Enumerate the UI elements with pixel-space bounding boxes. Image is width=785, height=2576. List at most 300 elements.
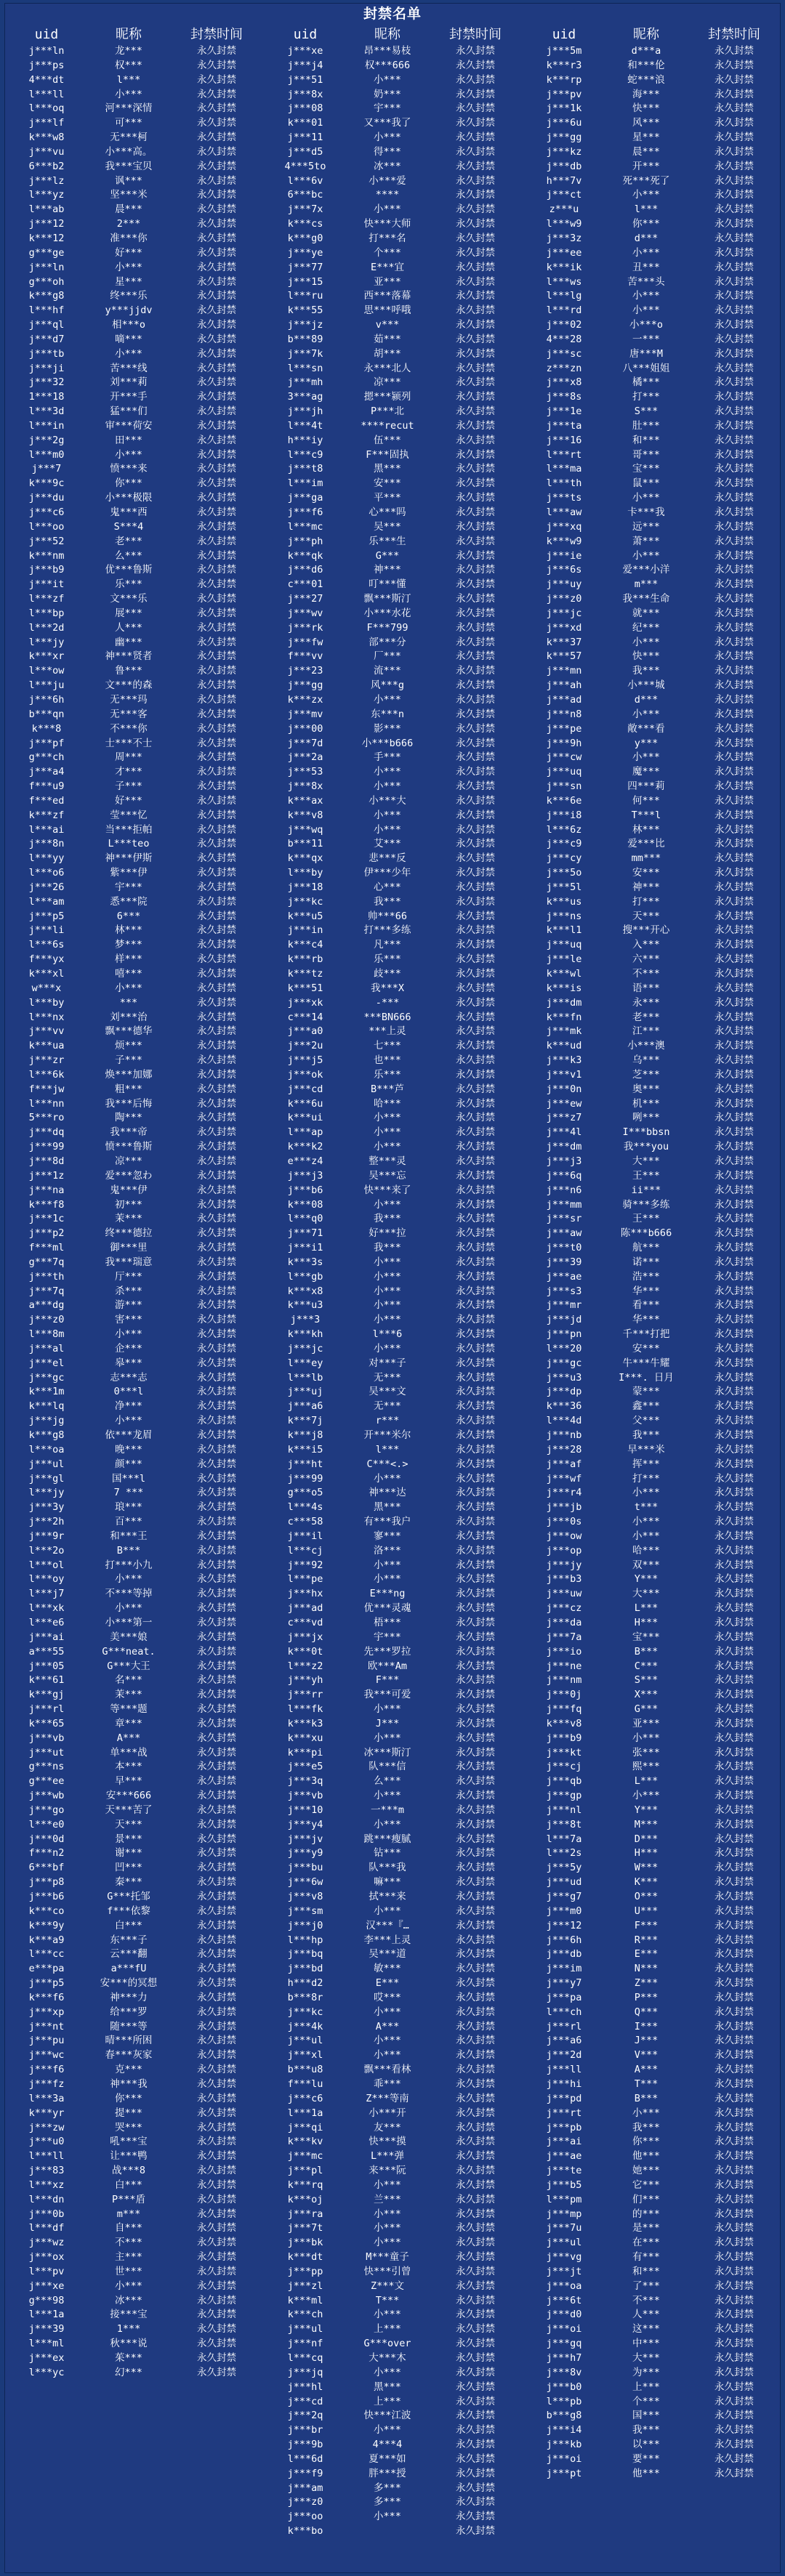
- table-row: [5, 1703, 264, 1717]
- ban-time-cell: 永久封禁: [456, 2237, 495, 2249]
- nickname-cell: 我***: [632, 2121, 660, 2133]
- uid-cell: j***h7: [546, 2352, 582, 2364]
- nickname-cell: 2***: [116, 218, 141, 230]
- table-row: [523, 592, 781, 607]
- ban-time-cell: 永久封禁: [456, 2121, 495, 2133]
- table-row: [5, 1631, 264, 1645]
- table-row: [523, 405, 781, 419]
- ban-time-cell: 永久封禁: [714, 2467, 754, 2479]
- uid-cell: j***2u: [287, 1040, 323, 1052]
- ban-time-cell: 永久封禁: [714, 391, 754, 403]
- nickname-cell: K***: [634, 1876, 659, 1889]
- ban-time-cell: 永久封禁: [456, 1833, 495, 1845]
- nickname-cell: 小***: [374, 693, 401, 706]
- table-row: [523, 2221, 781, 2236]
- table-row: [264, 1890, 523, 1905]
- nickname-cell: 士***不士: [105, 737, 153, 749]
- uid-cell: j***al: [28, 1342, 65, 1354]
- table-row: [264, 953, 523, 967]
- ban-time-cell: 永久封禁: [456, 1804, 495, 1816]
- nickname-cell: 敏***: [374, 1963, 401, 1975]
- table-row: [523, 333, 781, 347]
- table-row: [5, 289, 264, 304]
- table-row: [264, 1097, 523, 1112]
- table-row: [5, 2193, 264, 2208]
- table-row: [5, 1126, 264, 1140]
- nickname-cell: 王***: [632, 1213, 660, 1225]
- nickname-cell: 语***: [632, 982, 660, 994]
- uid-cell: k***fn: [546, 1011, 582, 1023]
- table-row: [523, 636, 781, 650]
- ban-time-cell: 永久封禁: [197, 1314, 236, 1326]
- nickname-cell: 神***: [374, 564, 401, 576]
- uid-cell: j***af: [546, 1458, 582, 1470]
- ban-time-cell: 永久封禁: [456, 434, 495, 446]
- nickname-cell: 永***: [632, 996, 660, 1009]
- uid-cell: j***ra: [287, 2208, 323, 2220]
- nickname-cell: Q***: [634, 2006, 659, 2018]
- uid-cell: j***ud: [546, 1876, 582, 1889]
- table-row: [523, 809, 781, 823]
- ban-time-cell: 永久封禁: [456, 2107, 495, 2119]
- nickname-cell: L***teo: [108, 838, 150, 850]
- nickname-cell: 的***: [632, 2208, 660, 2220]
- uid-cell: l***aw: [546, 506, 582, 518]
- ban-time-cell: 永久封禁: [714, 1227, 754, 1240]
- nickname-cell: 人***: [115, 621, 142, 634]
- nickname-cell: 卡***我: [627, 506, 665, 518]
- ban-time-cell: 永久封禁: [197, 261, 236, 273]
- nickname-cell: 悲***反: [369, 852, 406, 865]
- table-row: [523, 953, 781, 967]
- table-row: [264, 1544, 523, 1559]
- uid-cell: l***6k: [28, 1068, 65, 1081]
- uid-cell: j***mk: [546, 1025, 582, 1038]
- ban-time-cell: 永久封禁: [197, 2121, 236, 2133]
- table-row: [5, 535, 264, 549]
- table-row: [523, 1414, 781, 1429]
- ban-time-cell: 永久封禁: [456, 1011, 495, 1023]
- ban-time-cell: 永久封禁: [456, 1631, 495, 1643]
- uid-cell: j***ul: [287, 2323, 323, 2335]
- table-row: [5, 1688, 264, 1703]
- ban-time-cell: 永久封禁: [714, 1818, 754, 1830]
- nickname-cell: 和***: [632, 2265, 660, 2277]
- table-row: [264, 289, 523, 304]
- ban-time-cell: 永久封禁: [714, 2193, 754, 2205]
- uid-cell: l***yc: [28, 2366, 65, 2378]
- nickname-cell: 敞***看: [627, 722, 665, 735]
- ban-time-cell: 永久封禁: [197, 2237, 236, 2249]
- ban-time-cell: 永久封禁: [197, 2280, 236, 2292]
- ban-time-cell: 永久封禁: [714, 275, 754, 288]
- table-row: [523, 2048, 781, 2063]
- ban-time-cell: 永久封禁: [714, 1862, 754, 1874]
- table-row: [523, 2438, 781, 2452]
- ban-time-cell: 永久封禁: [197, 549, 236, 562]
- nickname-cell: 蛇***浪: [627, 73, 665, 86]
- nickname-cell: 小***: [374, 1703, 401, 1716]
- table-row: [523, 2381, 781, 2395]
- ban-time-cell: 永久封禁: [456, 1602, 495, 1615]
- uid-cell: j***7x: [287, 203, 323, 216]
- table-row: [264, 2395, 523, 2410]
- uid-cell: k***kh: [287, 1328, 323, 1341]
- ban-time-cell: 永久封禁: [197, 1516, 236, 1528]
- nickname-cell: 好***拉: [369, 1227, 406, 1240]
- table-row: [5, 1140, 264, 1155]
- ban-time-cell: 永久封禁: [456, 1184, 495, 1196]
- ban-time-cell: 永久封禁: [197, 203, 236, 216]
- nickname-cell: 乐***: [115, 578, 142, 591]
- uid-cell: j***ae: [546, 2150, 582, 2163]
- table-row: [523, 1688, 781, 1703]
- nickname-cell: 优***鲁斯: [105, 564, 153, 576]
- ban-time-cell: 永久封禁: [456, 2064, 495, 2076]
- table-row: [5, 1458, 264, 1472]
- nickname-cell: 哈***: [632, 1544, 660, 1556]
- ban-time-cell: 永久封禁: [197, 2193, 236, 2205]
- nickname-cell: G***: [375, 549, 400, 562]
- uid-cell: j***dq: [28, 1126, 65, 1139]
- uid-cell: j***jq: [287, 2366, 323, 2378]
- nickname-cell: E***: [375, 1977, 400, 1990]
- nickname-cell: V***: [634, 2049, 659, 2062]
- uid-cell: j***sc: [546, 347, 582, 360]
- nickname-cell: 小***: [632, 304, 660, 317]
- nickname-cell: 秦***: [115, 1876, 142, 1889]
- table-row: [264, 2236, 523, 2250]
- uid-cell: j***y9: [287, 1847, 323, 1860]
- ban-time-cell: 永久封禁: [714, 1645, 754, 1658]
- ban-time-cell: 永久封禁: [456, 2511, 495, 2523]
- ban-time-cell: 永久封禁: [714, 102, 754, 115]
- table-row: [523, 1631, 781, 1645]
- table-row: [523, 174, 781, 189]
- ban-time-cell: 永久封禁: [714, 867, 754, 879]
- table-row: [523, 1241, 781, 1256]
- uid-cell: j***sm: [287, 1905, 323, 1917]
- table-row: [264, 2034, 523, 2048]
- table-row: [5, 1328, 264, 1342]
- table-row: [264, 59, 523, 73]
- ban-time-cell: 永久封禁: [714, 1342, 754, 1354]
- table-row: [264, 578, 523, 592]
- nickname-cell: 飘***德华: [105, 1025, 153, 1038]
- table-row: [5, 376, 264, 390]
- uid-cell: j***nl: [546, 1804, 582, 1816]
- table-row: [523, 1400, 781, 1414]
- uid-cell: j***lf: [28, 117, 65, 129]
- uid-cell: j***xp: [28, 2006, 65, 2018]
- ban-time-cell: 永久封禁: [197, 73, 236, 86]
- table-row: [264, 1760, 523, 1774]
- nickname-cell: 手***: [374, 751, 401, 764]
- nickname-cell: 小***: [374, 1342, 401, 1354]
- table-row: [523, 2337, 781, 2351]
- nickname-cell: 打***名: [369, 232, 406, 244]
- nickname-cell: 小***: [374, 2006, 401, 2018]
- uid-cell: j***d5: [287, 145, 323, 158]
- uid-cell: j***1k: [546, 102, 582, 115]
- uid-cell: j***p2: [28, 1227, 65, 1240]
- ban-time-cell: 永久封禁: [197, 766, 236, 778]
- ban-time-cell: 永久封禁: [714, 1948, 754, 1961]
- ban-time-cell: 永久封禁: [197, 2049, 236, 2062]
- uid-cell: j***z0: [546, 593, 582, 605]
- ban-time-cell: 永久封禁: [456, 2309, 495, 2321]
- table-row: [264, 1357, 523, 1371]
- uid-cell: j***vv: [28, 1025, 65, 1038]
- uid-cell: l***pb: [546, 2395, 582, 2407]
- uid-cell: c***01: [287, 578, 323, 591]
- nickname-cell: d***: [634, 693, 659, 706]
- uid-cell: j***te: [546, 2165, 582, 2177]
- ban-time-cell: 永久封禁: [197, 59, 236, 71]
- nickname-cell: 拭***来: [369, 1891, 406, 1902]
- ban-time-cell: 永久封禁: [456, 1717, 495, 1729]
- uid-cell: j***op: [546, 1544, 582, 1556]
- ban-time-cell: 永久封禁: [456, 2006, 495, 2018]
- uid-cell: j***gg: [546, 132, 582, 144]
- ban-time-cell: 永久封禁: [197, 2150, 236, 2163]
- nickname-cell: 小***: [632, 2107, 660, 2119]
- uid-cell: j***f9: [287, 2467, 323, 2479]
- uid-cell: j***j3: [546, 1155, 582, 1167]
- uid-cell: j***5y: [546, 1862, 582, 1874]
- nickname-cell: 小***: [632, 1732, 660, 1744]
- table-row: [264, 491, 523, 506]
- table-row: [264, 1717, 523, 1732]
- ban-time-cell: 永久封禁: [456, 232, 495, 244]
- nickname-cell: 我***生命: [622, 593, 670, 605]
- uid-cell: l***gb: [287, 1270, 323, 1283]
- nickname-cell: 了***: [632, 2280, 660, 2292]
- ban-time-cell: 永久封禁: [456, 88, 495, 100]
- ban-time-cell: 永久封禁: [456, 1891, 495, 1902]
- uid-cell: j***15: [287, 275, 323, 288]
- uid-cell: j***6s: [546, 564, 582, 576]
- table-row: [264, 2280, 523, 2294]
- table-row: [523, 2006, 781, 2020]
- table-row: [523, 563, 781, 578]
- uid-cell: j***rt: [546, 2107, 582, 2119]
- nickname-cell: 奶***: [374, 88, 401, 100]
- table-row: [5, 1947, 264, 1962]
- uid-cell: k***65: [28, 1717, 65, 1729]
- ban-time-cell: 永久封禁: [714, 174, 754, 187]
- table-row: [264, 1919, 523, 1934]
- ban-time-cell: 永久封禁: [456, 1256, 495, 1268]
- uid-cell: j***j0: [287, 1919, 323, 1931]
- uid-cell: j***28: [546, 1443, 582, 1455]
- nickname-cell: 打***: [632, 895, 660, 908]
- nickname-cell: 你***: [632, 2136, 660, 2148]
- nickname-cell: 不***: [632, 968, 660, 980]
- ban-time-cell: 永久封禁: [714, 2323, 754, 2335]
- uid-cell: k***lq: [28, 1400, 65, 1413]
- uid-cell: j***ad: [546, 693, 582, 706]
- uid-cell: k***01: [287, 117, 323, 129]
- ban-time-cell: 永久封禁: [456, 1544, 495, 1556]
- table-row: [264, 866, 523, 881]
- ban-time-cell: 永久封禁: [714, 2179, 754, 2191]
- table-row: [264, 44, 523, 59]
- nickname-cell: L***弹: [370, 2150, 404, 2163]
- uid-cell: j***pa: [546, 1991, 582, 2003]
- table-row: [523, 2236, 781, 2250]
- uid-cell: j***t0: [546, 1242, 582, 1254]
- table-row: [5, 1414, 264, 1429]
- nickname-cell: 胖***授: [369, 2467, 406, 2479]
- table-row: [264, 1429, 523, 1443]
- ban-time-cell: 永久封禁: [456, 419, 495, 432]
- uid-cell: l***ch: [546, 2006, 582, 2018]
- ban-time-cell: 永久封禁: [197, 319, 236, 331]
- ban-time-cell: 永久封禁: [456, 809, 495, 821]
- uid-cell: k***k2: [287, 1141, 323, 1153]
- nickname-cell: 安***: [632, 867, 660, 879]
- nickname-cell: P***: [634, 1991, 659, 2003]
- uid-cell: k***xu: [287, 1732, 323, 1744]
- table-row: [523, 1039, 781, 1054]
- ban-time-cell: 永久封禁: [456, 1314, 495, 1326]
- uid-cell: g***ee: [28, 1775, 65, 1788]
- ban-time-cell: 永久封禁: [714, 636, 754, 648]
- uid-cell: j***39: [546, 1256, 582, 1268]
- nickname-cell: J***: [634, 2035, 659, 2047]
- table-row: [264, 1486, 523, 1501]
- table-row: [264, 1400, 523, 1414]
- ban-time-cell: 永久封禁: [456, 1573, 495, 1586]
- ban-time-cell: 永久封禁: [714, 2265, 754, 2277]
- uid-cell: j***f6: [28, 2064, 65, 2076]
- nickname-cell: f***依黎: [107, 1905, 150, 1917]
- nickname-cell: 有***: [632, 2251, 660, 2264]
- table-row: [264, 2135, 523, 2149]
- ban-time-cell: 永久封禁: [197, 2107, 236, 2119]
- ban-time-cell: 永久封禁: [714, 1112, 754, 1124]
- uid-cell: j***8d: [28, 1155, 65, 1167]
- uid-cell: 4***5to: [284, 160, 326, 172]
- uid-cell: j***g7: [546, 1891, 582, 1902]
- table-row: [5, 304, 264, 318]
- nickname-cell: W***: [634, 1862, 659, 1874]
- uid-cell: l***by: [287, 867, 323, 879]
- ban-time-cell: 永久封禁: [197, 174, 236, 187]
- ban-time-cell: 永久封禁: [197, 1472, 236, 1485]
- nickname-cell: 队***信: [369, 1761, 406, 1773]
- nickname-cell: 六***: [632, 953, 660, 966]
- uid-cell: k***i5: [287, 1443, 323, 1455]
- nickname-cell: L***: [634, 1602, 659, 1615]
- nickname-cell: 讽***: [115, 174, 142, 187]
- table-row: [523, 650, 781, 664]
- ban-time-cell: 永久封禁: [456, 1357, 495, 1369]
- table-row: [5, 1068, 264, 1083]
- table-row: [5, 1530, 264, 1544]
- uid-cell: j***ee: [546, 246, 582, 259]
- uid-cell: z***zn: [546, 362, 582, 374]
- nickname-cell: 华***: [632, 1285, 660, 1297]
- ban-time-cell: 永久封禁: [197, 304, 236, 317]
- nickname-cell: ***BN666: [363, 1011, 411, 1023]
- table-row: [264, 2121, 523, 2136]
- uid-cell: l***w9: [546, 218, 582, 230]
- nickname-cell: 小***: [374, 203, 401, 216]
- ban-time-cell: 永久封禁: [197, 939, 236, 951]
- table-row: [264, 1011, 523, 1025]
- ban-time-cell: 永久封禁: [197, 708, 236, 720]
- nickname-cell: 小***: [374, 1112, 401, 1124]
- nickname-cell: B***芦: [370, 1083, 404, 1095]
- uid-cell: j***cj: [546, 1761, 582, 1773]
- nickname-cell: 小***: [632, 189, 660, 201]
- table-row: [523, 866, 781, 881]
- uid-cell: j***i8: [546, 809, 582, 821]
- nickname-cell: 云***翻: [110, 1948, 148, 1961]
- nickname-cell: B***: [116, 1544, 141, 1556]
- table-row: [5, 679, 264, 693]
- nickname-cell: 小***: [374, 1905, 401, 1917]
- nickname-cell: 林***: [632, 823, 660, 836]
- uid-cell: j***br: [287, 2424, 323, 2436]
- nickname-cell: 李***上灵: [363, 1934, 411, 1946]
- uid-cell: j***5o: [546, 867, 582, 879]
- ban-time-cell: 永久封禁: [197, 2338, 236, 2350]
- uid-cell: k***37: [546, 636, 582, 648]
- ban-time-cell: 永久封禁: [714, 1963, 754, 1975]
- uid-cell: j***cd: [287, 1083, 323, 1095]
- ban-time-cell: 永久封禁: [197, 2366, 236, 2378]
- table-row: [5, 131, 264, 145]
- uid-cell: l***pv: [28, 2265, 65, 2277]
- ban-time-cell: 永久封禁: [456, 924, 495, 937]
- nickname-cell: 鑫***: [632, 1400, 660, 1413]
- nickname-cell: 小***水花: [363, 607, 411, 619]
- uid-cell: b***11: [287, 838, 323, 850]
- nickname-cell: 林***: [115, 924, 142, 937]
- table-row: [5, 722, 264, 737]
- nickname-cell: 幽***: [115, 636, 142, 648]
- table-row: [523, 2308, 781, 2322]
- table-row: [264, 2467, 523, 2482]
- uid-cell: j***ex: [28, 2352, 65, 2364]
- table-row: [264, 448, 523, 463]
- uid-cell: k***08: [287, 1198, 323, 1211]
- header-uid: uid: [34, 27, 59, 42]
- ban-time-cell: 永久封禁: [714, 794, 754, 807]
- nickname-cell: 飘***斯汀: [363, 593, 411, 605]
- uid-cell: j***c9: [546, 838, 582, 850]
- table-row: [523, 737, 781, 751]
- ban-time-cell: 永久封禁: [456, 1775, 495, 1788]
- table-row: [523, 2020, 781, 2035]
- ban-time-cell: 永久封禁: [714, 1977, 754, 1990]
- uid-cell: l***8m: [28, 1328, 65, 1341]
- table-row: [523, 1544, 781, 1559]
- uid-cell: j***mm: [546, 1198, 582, 1211]
- ban-time-cell: 永久封禁: [456, 1645, 495, 1658]
- uid-cell: j***ga: [287, 492, 323, 504]
- ban-time-cell: 永久封禁: [456, 145, 495, 158]
- nickname-cell: 飘***看林: [363, 2064, 411, 2076]
- ban-time-cell: 永久封禁: [197, 1934, 236, 1946]
- ban-time-cell: 永久封禁: [456, 1746, 495, 1759]
- ban-time-cell: 永久封禁: [714, 2338, 754, 2350]
- table-row: [5, 996, 264, 1011]
- table-row: [523, 535, 781, 549]
